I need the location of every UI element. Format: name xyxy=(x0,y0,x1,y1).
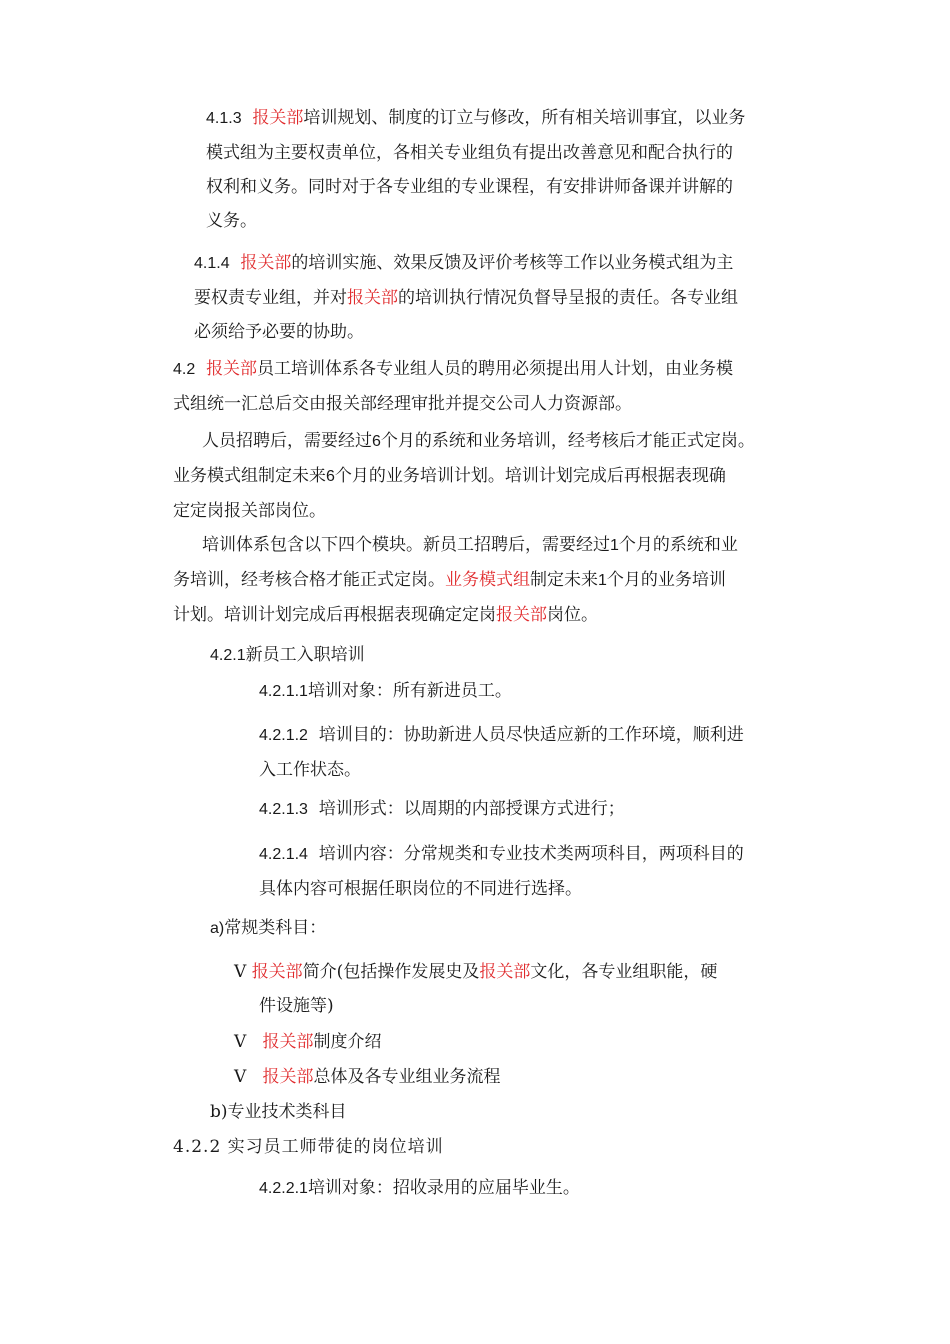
number-value: 6 xyxy=(372,433,381,450)
paragraph-4-2 xyxy=(173,352,733,421)
item-4-2-1-3 xyxy=(259,792,625,827)
highlight-text: 业务模式组 xyxy=(445,570,530,590)
section-number: 4.2 xyxy=(173,361,196,378)
text-segment: 文化，各专业组职能，硬 xyxy=(530,962,718,982)
highlight-text: 报关部 xyxy=(251,962,303,982)
check-mark-icon: V xyxy=(234,962,247,982)
text-segment: 业务模式组制定未来 xyxy=(173,466,326,486)
text-line: 权利和义务。同时对于各专业组的专业课程，有安排讲师备课并讲解的 xyxy=(206,177,733,197)
text-line: 式组统一汇总后交由报关部经理审批并提交公司人力资源部。 xyxy=(173,394,632,414)
paragraph-4-1-3 xyxy=(206,101,745,238)
paragraph-training-system xyxy=(173,528,738,632)
list-item-a xyxy=(210,911,326,946)
text-line: 入工作状态。 xyxy=(259,760,361,780)
highlight-text: 报关部 xyxy=(206,359,258,379)
text-segment: 培训目的：协助新进人员尽快适应新的工作环境，顺利进 xyxy=(318,725,744,745)
text-segment: 个月的业务培训计划。培训计划完成后再根据表现确 xyxy=(334,466,726,486)
bullet-item xyxy=(234,1060,501,1094)
highlight-text: 报关部 xyxy=(496,605,547,625)
paragraph-hiring xyxy=(173,424,755,528)
text-segment: 个月的系统和业务培训，经考核后才能正式定岗。 xyxy=(380,431,755,451)
text-segment: 培训内容：分常规类和专业技术类两项科目，两项科目的 xyxy=(318,844,744,864)
section-number: 4.2.1.3 xyxy=(259,801,308,818)
text-segment: 个月的系统和业 xyxy=(618,535,738,555)
list-label: a) xyxy=(210,920,225,937)
number-value: 1 xyxy=(598,572,607,589)
text-segment: 的培训执行情况负督导呈报的责任。各专业组 xyxy=(398,288,738,308)
text-segment: 常规类科目： xyxy=(224,918,327,938)
text-segment: 制度介绍 xyxy=(313,1032,382,1052)
highlight-text: 报关部 xyxy=(262,1067,314,1087)
section-number: 4.2.2.1 xyxy=(259,1180,308,1197)
bullet-item xyxy=(234,1025,382,1059)
text-segment: 制定未来 xyxy=(530,570,598,590)
text-line: 模式组为主要权责单位，各相关专业组负有提出改善意见和配合执行的 xyxy=(206,143,733,163)
section-number: 4.1.3 xyxy=(206,110,242,127)
highlight-text: 报关部 xyxy=(262,1032,314,1052)
paragraph-4-1-4 xyxy=(194,246,738,349)
heading-4-2-2 xyxy=(173,1130,444,1164)
section-number: 4.2.1.2 xyxy=(259,727,308,744)
text-line: 义务。 xyxy=(206,211,257,231)
check-mark-icon: V xyxy=(234,1032,247,1052)
text-segment: 务培训，经考核合格才能正式定岗。 xyxy=(173,570,445,590)
highlight-text: 报关部 xyxy=(252,108,304,128)
item-4-2-1-1 xyxy=(259,674,512,709)
text-line: 定定岗报关部岗位。 xyxy=(173,501,326,521)
text-line: 必须给予必要的协助。 xyxy=(194,322,364,342)
check-mark-icon: V xyxy=(234,1067,247,1087)
text-segment: 计划。培训计划完成后再根据表现确定定岗 xyxy=(173,605,496,625)
text-segment: 总体及各专业组业务流程 xyxy=(313,1067,501,1087)
list-item-b xyxy=(210,1095,347,1129)
item-4-2-1-2 xyxy=(259,718,744,787)
section-number: 4.2.1.1 xyxy=(259,683,308,700)
text-segment: 人员招聘后，需要经过 xyxy=(202,431,372,451)
text-segment: 培训对象：所有新进员工。 xyxy=(307,681,512,701)
text-segment: 培训对象：招收录用的应届毕业生。 xyxy=(307,1178,580,1198)
highlight-text: 报关部 xyxy=(347,288,398,308)
item-4-2-1-4 xyxy=(259,837,744,906)
bullet-item xyxy=(234,955,717,1023)
section-title: 新员工入职培训 xyxy=(245,645,365,665)
text-segment: 要权责专业组，并对 xyxy=(194,288,347,308)
section-number: 4.2.1.4 xyxy=(259,846,308,863)
text-segment: 岗位。 xyxy=(547,605,598,625)
text-segment: 培训规划、制度的订立与修改，所有相关培训事宜，以业务 xyxy=(303,108,746,128)
highlight-text: 报关部 xyxy=(479,962,531,982)
section-number: 4.2.1 xyxy=(210,647,246,664)
text-segment: 培训形式：以周期的内部授课方式进行； xyxy=(318,799,625,819)
highlight-text: 报关部 xyxy=(240,253,292,273)
heading-4-2-1 xyxy=(210,638,365,673)
text-segment: b)专业技术类科目 xyxy=(210,1102,347,1122)
number-value: 1 xyxy=(610,537,619,554)
item-4-2-2-1 xyxy=(259,1171,580,1206)
section-title: 4.2.2 实习员工师带徒的岗位培训 xyxy=(173,1137,444,1157)
text-segment: 个月的业务培训 xyxy=(606,570,726,590)
text-line: 件设施等) xyxy=(259,996,334,1016)
text-segment: 员工培训体系各专业组人员的聘用必须提出用人计划，由业务模 xyxy=(257,359,734,379)
text-segment: 的培训实施、效果反馈及评价考核等工作以业务模式组为主 xyxy=(291,253,734,273)
section-number: 4.1.4 xyxy=(194,255,230,272)
text-segment: 培训体系包含以下四个模块。新员工招聘后，需要经过 xyxy=(202,535,610,555)
number-value: 6 xyxy=(326,468,335,485)
text-segment: 简介(包括操作发展史及 xyxy=(302,962,480,982)
text-line: 具体内容可根据任职岗位的不同进行选择。 xyxy=(259,879,582,899)
